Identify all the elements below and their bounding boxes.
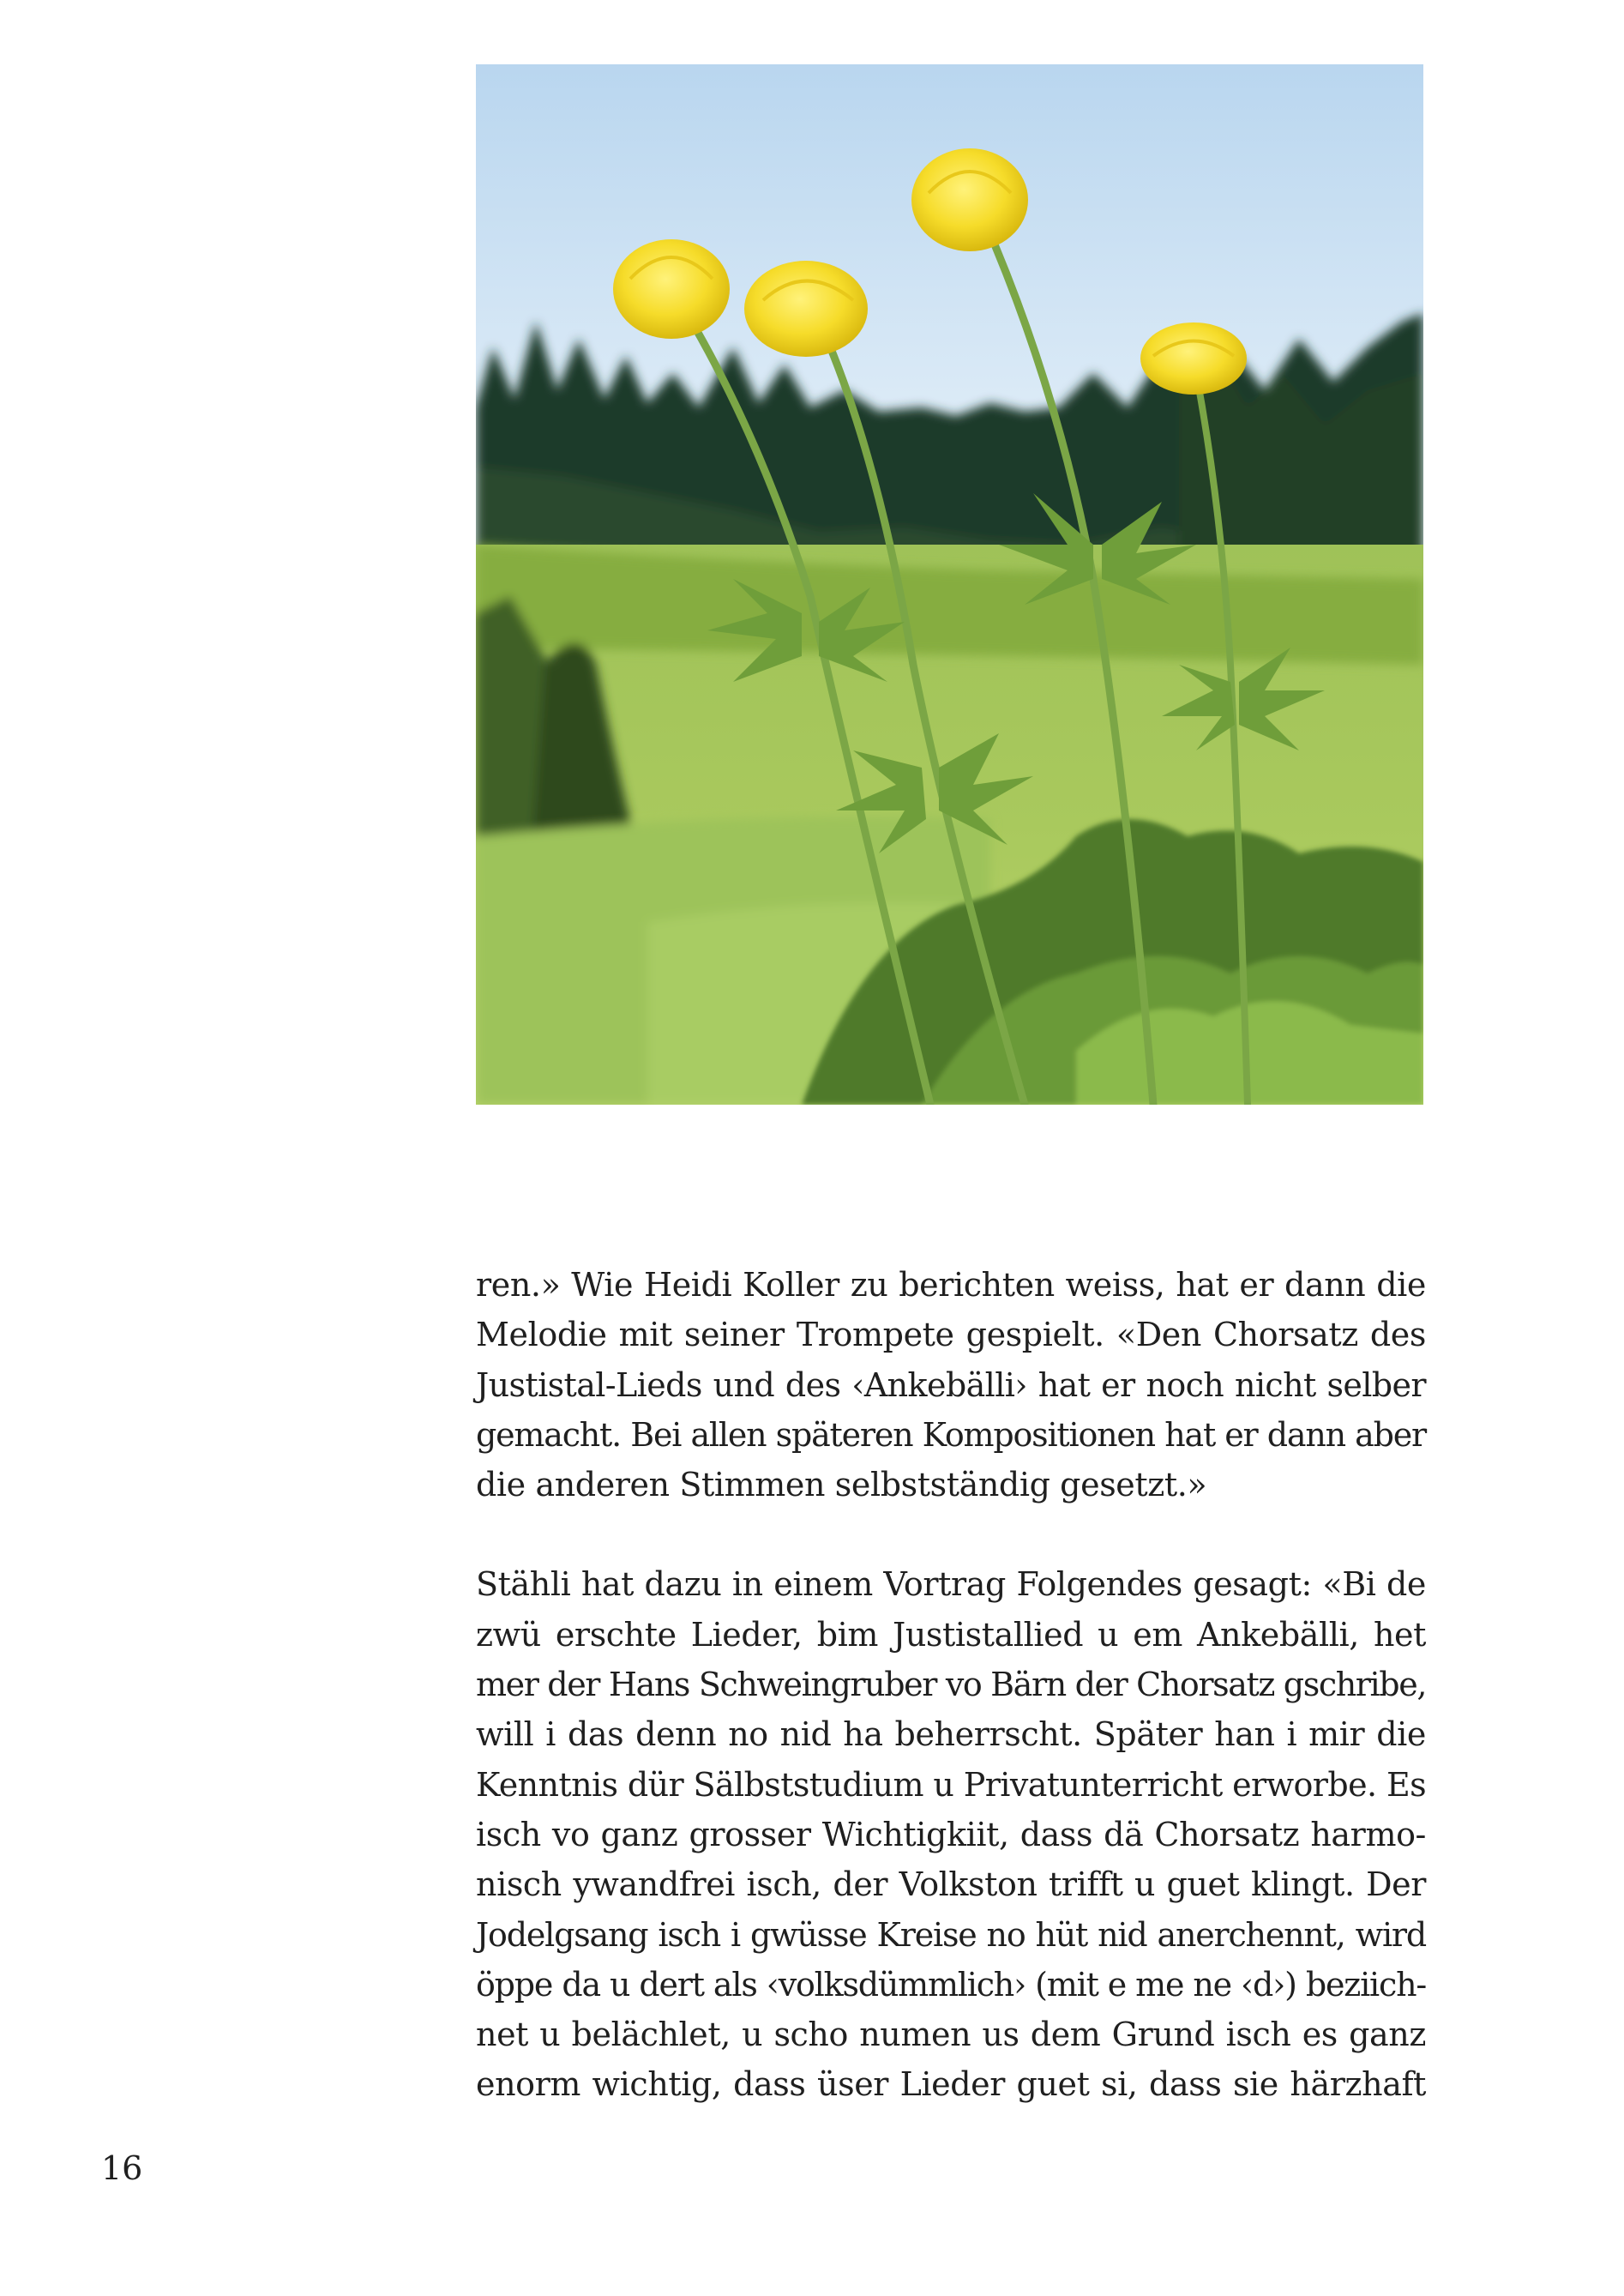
text-line: gemacht. Bei allen späteren Kompositionen hat er dann aber (476, 1415, 1426, 1454)
text-line: net u belächlet, u scho numen us dem Grund isch es ganz (476, 2016, 1426, 2054)
text-line: mer der Hans Schweingruber vo Bärn der Chorsatz gschribe, (476, 1666, 1426, 1704)
text-line: Justistal-Lieds und des ‹Ankebälli› hat er noch nicht selber (476, 1365, 1426, 1404)
body-text (476, 1260, 1426, 2110)
text-line: Melodie mit seiner Trompete gespielt. «Den Chorsatz des (476, 1316, 1426, 1354)
text-line: enorm wichtig, dass üser Lieder guet si, dass sie härzhaft (476, 2065, 1426, 2104)
paragraph-1 (476, 1260, 1426, 1510)
paragraph-2 (476, 1559, 1426, 2109)
text-line: nisch ywandfrei isch, der Volkston trifft u guet klingt. Der (476, 1865, 1426, 1904)
text-line: ren.» Wie Heidi Koller zu berichten weiss, hat er dann die (476, 1266, 1426, 1304)
text-line-last: die anderen Stimmen selbstständig gesetzt.» (476, 1466, 1207, 1504)
text-line: Stähli hat dazu in einem Vortrag Folgendes gesagt: «Bi de (476, 1565, 1426, 1604)
text-line: öppe da u dert als ‹volksdümmlich› (mit e me ne ‹d›) beziich- (476, 1965, 1426, 2004)
text-line: zwü erschte Lieder, bim Justistallied u em Ankebälli, het (476, 1615, 1426, 1654)
text-line: Jodelgsang isch i gwüsse Kreise no hüt nid anerchennt, wird (476, 1915, 1426, 1954)
text-line: Kenntnis dür Sälbststudium u Privatunterricht erworbe. Es (476, 1765, 1426, 1804)
text-line: isch vo ganz grosser Wichtigkiit, dass dä Chorsatz harmo- (476, 1815, 1426, 1853)
photo-globe-flowers (476, 64, 1423, 1105)
page-number: 16 (101, 2149, 143, 2187)
meadow-flower-illustration (476, 64, 1423, 1105)
text-line: will i das denn no nid ha beherrscht. Später han i mir die (476, 1715, 1426, 1754)
